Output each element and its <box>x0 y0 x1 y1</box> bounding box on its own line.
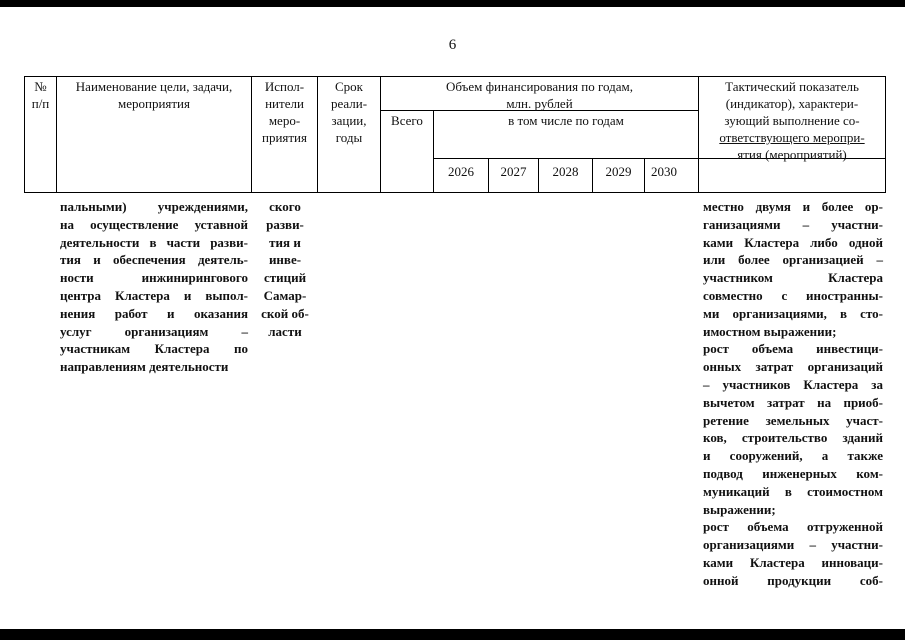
body-indicator-line: выражении; <box>703 501 776 517</box>
table-header-bottom-border <box>24 192 886 193</box>
body-indicator-line: ками Кластера либо одной <box>703 234 883 250</box>
header-indicator-line: ответствующего меропри- <box>719 130 865 145</box>
body-executor-line: Самар- <box>263 287 307 303</box>
body-indicator-line: вычетом затрат на приоб- <box>703 394 883 410</box>
header-name-line: Наименование цели, задачи, <box>75 79 233 94</box>
body-indicator-line: или более организацией – <box>703 252 883 268</box>
col-border <box>885 76 886 193</box>
header-executors-line: приятия <box>261 130 307 145</box>
header-executors <box>252 78 317 146</box>
body-indicator-line: – участников Кластера за <box>703 376 883 392</box>
header-indicator <box>699 78 885 163</box>
body-name-line: тия и обеспечения деятель- <box>60 252 248 268</box>
year-2026: 2026 <box>448 164 474 179</box>
top-border-rule <box>0 0 905 7</box>
body-indicator-text <box>703 198 883 590</box>
year-2028: 2028 <box>552 164 579 179</box>
header-financing <box>381 78 698 112</box>
year-2027: 2027 <box>500 164 527 179</box>
body-name-line: деятельности в части разви- <box>60 234 248 250</box>
body-indicator-line: ганизациями – участни- <box>703 216 883 232</box>
header-total: Всего <box>391 113 423 128</box>
body-name-text <box>60 198 248 376</box>
body-executor-line: ской об- <box>261 305 309 321</box>
body-indicator-line: ретение земельных участ- <box>703 412 883 428</box>
body-indicator-line: рост объема инвестици- <box>703 341 883 357</box>
body-executor-line: стиций <box>263 270 307 286</box>
body-name-line: ности инжинирингового <box>60 270 248 286</box>
header-name <box>57 78 251 112</box>
body-executor-line: инве- <box>268 252 302 268</box>
year-2029: 2029 <box>605 164 632 179</box>
body-name-line: нения работ и оказания <box>60 305 248 321</box>
header-term-line: годы <box>335 130 363 145</box>
header-name-line: мероприятия <box>117 96 190 111</box>
body-indicator-line: ми организациями, в сто- <box>703 305 883 321</box>
body-executor-line: разви- <box>266 216 304 232</box>
body-executor-line: ского <box>269 199 301 214</box>
header-including: в том числе по годам <box>508 113 624 128</box>
table-top-border <box>24 76 886 77</box>
body-name-line: направлениям деятельности <box>60 359 229 375</box>
body-indicator-line: подвод инженерных ком- <box>703 465 883 481</box>
page-number: 6 <box>448 37 457 53</box>
body-indicator-line: совместно с иностранны- <box>703 287 883 303</box>
year-2030: 2030 <box>651 164 677 179</box>
body-name-line: пальными) учреждениями, <box>60 199 248 214</box>
body-indicator-line: муникаций в стоимостном <box>703 483 883 499</box>
header-financing-line: млн. рублей <box>506 96 573 111</box>
header-term-line: реали- <box>330 96 368 111</box>
header-no <box>25 78 56 112</box>
header-term-line: Срок <box>335 79 363 94</box>
body-name-line: центра Кластера и выпол- <box>60 287 248 303</box>
header-executors-line: нители <box>265 96 304 111</box>
header-term-line: зации, <box>331 113 367 128</box>
body-indicator-line: онной продукции соб- <box>703 572 883 588</box>
body-indicator-line: организациями – участни- <box>703 537 883 553</box>
header-executors-line: меро- <box>268 113 301 128</box>
body-indicator-line: и сооружений, а также <box>703 448 883 464</box>
header-indicator-line: (индикатор), характери- <box>725 96 859 111</box>
header-executors-line: Испол- <box>264 79 305 94</box>
body-indicator-line: местно двумя и более ор- <box>703 199 883 214</box>
body-name-line: услуг организациям – <box>60 323 248 339</box>
body-name-line: участникам Кластера по <box>60 341 248 357</box>
header-term <box>318 78 380 146</box>
body-name-line: на осуществление уставной <box>60 216 248 232</box>
header-indicator-line: зующий выполнение со- <box>724 113 860 128</box>
body-indicator-line: участником Кластера <box>703 270 883 286</box>
body-indicator-line: ков, строительство зданий <box>703 430 883 446</box>
header-financing-line: Объем финансирования по годам, <box>445 79 634 94</box>
body-indicator-line: онных затрат организаций <box>703 359 883 375</box>
body-executors-text <box>254 198 316 340</box>
header-no-line: № <box>34 79 47 94</box>
bottom-border-rule <box>0 629 905 640</box>
body-indicator-line: имостном выражении; <box>703 323 837 339</box>
body-executor-line: ласти <box>268 323 302 339</box>
body-indicator-line: рост объема отгруженной <box>703 519 883 535</box>
header-indicator-line: Тактический показатель <box>725 79 859 94</box>
body-indicator-line: ками Кластера инноваци- <box>703 554 883 570</box>
header-indicator-line: ятия (мероприятий) <box>737 147 847 162</box>
body-executor-line: тия и <box>269 234 301 250</box>
header-no-line: п/п <box>31 96 50 111</box>
